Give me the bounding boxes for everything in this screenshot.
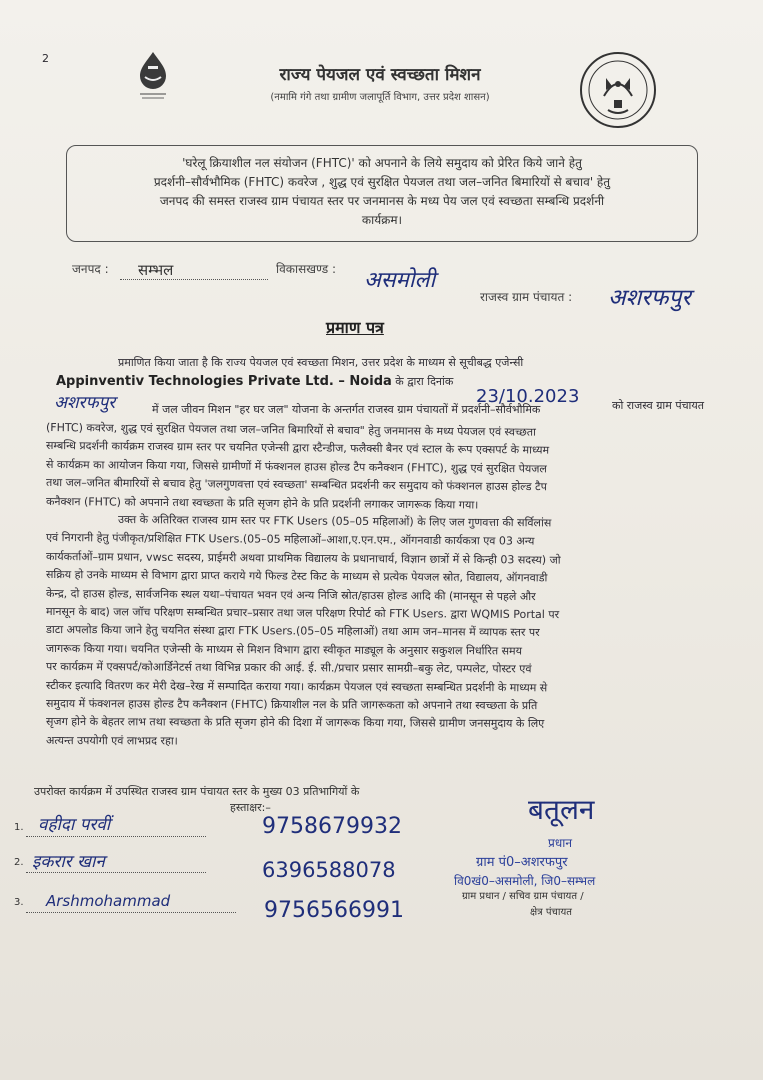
body-line: से कार्यक्रम का आयोजन किया गया, जिससे ग्रामीणों में फंक्शनल हाउस होल्ड टैप कनैक्शन (FHTC), शुद्ध एवं सुरक्षित पेयजल bbox=[45, 457, 547, 476]
body-line: कनैक्शन (FHTC) को अपनाने तथा स्वच्छता के प्रति सृजग होने के प्रति प्रदर्शनी लगाकर जागरूक किया गया। bbox=[45, 494, 479, 512]
body-line: केन्द्र, दो हाउस होल्ड, सार्वजनिक स्थल यथा–पंचायत भवन एवं अन्य निजि स्रोत/हाउस होल्ड आदि की (मानसून से पहले और bbox=[45, 586, 536, 603]
stamp-line: वि0खं0–असमोली, जि0–सम्भल bbox=[454, 874, 596, 888]
body-line: एवं निगरानी हेतु पंजीकृत/प्रशिक्षित FTK Users.(05–05 महिलाओं–आशा,ए.एन.एम., ऑगनवाडी कार्यकत्रा एव 03 अन्य bbox=[45, 531, 535, 549]
participant-number: 2. bbox=[14, 857, 24, 868]
certificate-heading: प्रमाण पत्र bbox=[326, 318, 384, 337]
body-line: को राजस्व ग्राम पंचायत bbox=[612, 399, 705, 412]
body-line: कार्यकर्ताओं–ग्राम प्रधान, vwsc सदस्य, प्राईमरी अथवा प्राथमिक विद्यालय के प्रधानाचार्य, विज्ञान छात्रों में से किन्ही 03 सदस्य) जो bbox=[45, 549, 561, 567]
body-line: अत्यन्त उपयोगी एवं लाभप्रद रहा। bbox=[45, 733, 178, 748]
village-name-handwritten: अशरफपुर bbox=[54, 393, 116, 413]
body-line: में जल जीवन मिशन "हर घर जल" योजना के अन्तर्गत राजस्व ग्राम पंचायतों में प्रदर्शनी–सौर्वभौमिक bbox=[152, 403, 541, 416]
block-label: विकासखण्ड : bbox=[276, 262, 337, 276]
body-line: मानसून के बाद) जल जॉच परिक्षण सम्बन्धित प्रचार–प्रसार तथा जल परिक्षण रिपोर्ट को FTK Users. द्वारा WQMIS Portal पर bbox=[45, 605, 560, 622]
program-line: प्रदर्शनी–सौर्वभौमिक (FHTC) कवरेज , शुद्ध एवं सुरक्षित पेयजल तथा जल–जनित बिमारियों से बचाव' हेतु bbox=[153, 175, 611, 189]
program-line: 'घरेलू क्रियाशील नल संयोजन (FHTC)' को अपनाने के लिये समुदाय को प्रेरित किये जाने हेतु bbox=[182, 156, 582, 170]
agency-name: Appinventiv Technologies Private Ltd. – Noida bbox=[56, 374, 392, 389]
body-line: सृजग होने के बेहतर लाभ तथा स्वच्छता के प्रति सृजग होने की दिशा में जागरूक किया गया, जिससे ग्रामीण जनसमुदाय के लिए bbox=[45, 715, 545, 731]
program-description bbox=[76, 154, 688, 230]
program-line: जनपद की समस्त राजस्व ग्राम पंचायत स्तर पर जनमानस के मध्य पेय जल एवं स्वच्छता सम्बन्धि प्रदर्शनी bbox=[159, 194, 605, 208]
body-line: उक्त के अतिरिक्त राजस्व ग्राम स्तर पर FTK Users (05–05 महिलाओं) के लिए जल गुणवत्ता की सर्विलांस bbox=[117, 513, 552, 530]
up-govt-emblem bbox=[578, 50, 658, 130]
body-line: समुदाय में फंक्शनल हाउस होल्ड टैप कनैक्शन (FHTC) क्रियाशील नल के प्रति जागरूकता को अपनाने तथा स्वच्छता के प्रति bbox=[45, 697, 538, 713]
participant-phone: 6396588078 bbox=[262, 858, 396, 882]
date-label: के द्वारा दिनांक bbox=[395, 375, 454, 388]
signature-line bbox=[26, 912, 236, 913]
body-line: पर कार्यक्रम में एक्सपर्ट/कोआर्डिनेटर्स तथा विभिन्न प्रकार की आई. ई. सी./प्रचार प्रसार सामग्री–बकु लेट, पम्पलेट, पोस्टर एवं bbox=[45, 660, 532, 676]
body-line: सक्रिय हो उनके माध्यम से विभाग द्वारा प्राप्त कराये गये फिल्ड टेस्ट किट के माध्यम से प्रत्येक पेयजल स्रोत, विद्यालय, ऑगनवाडी bbox=[45, 568, 548, 585]
program-line: कार्यक्रम। bbox=[361, 213, 403, 227]
stamp-line: ग्राम पं0–अशरफपुर bbox=[476, 855, 568, 870]
body-line: डाटा अपलोड किया जाने हेतु चयनित संस्था द्वारा FTK Users.(05–05 महिलाओं) तथा आम जन–मानस में व्यापक स्तर पर bbox=[45, 623, 540, 640]
body-line: तथा जल–जनित बीमारियों से बचाव हेतु 'जलगुणवत्ता एवं स्वच्छता' सम्बन्धित प्रदर्शनी कर समुदाय को फंक्शनल हाउस होल्ड टैप bbox=[45, 476, 547, 494]
participant-number: 1. bbox=[14, 822, 24, 833]
panchayat-label: राजस्व ग्राम पंचायत : bbox=[480, 290, 573, 304]
district-label: जनपद : bbox=[72, 262, 109, 276]
signatory-designation: ग्राम प्रधान / सचिव ग्राम पंचायत / bbox=[462, 891, 584, 902]
participant-signature: वहीदा परवीं bbox=[38, 815, 111, 835]
signatory-designation: क्षेत्र पंचायत bbox=[530, 907, 572, 918]
participant-phone: 9758679932 bbox=[262, 814, 402, 839]
body-line-company bbox=[56, 374, 728, 389]
stamp-line: प्रधान bbox=[548, 836, 572, 850]
mission-title: राज्य पेयजल एवं स्वच्छता मिशन bbox=[279, 65, 481, 85]
participant-number: 3. bbox=[14, 897, 24, 908]
program-date: 23/10.2023 bbox=[476, 386, 580, 407]
body-line: सम्बन्धि प्रदर्शनी कार्यक्रम राजस्व ग्राम स्तर पर चयनित एजेन्सी द्वारा स्टैन्डीज, फलैक्सी बैनर एवं स्टाल के रूप एक्सपर्ट के माध्यम bbox=[45, 439, 550, 458]
page-mark: 2 bbox=[42, 52, 49, 65]
participant-signature: Arshmohammad bbox=[46, 892, 171, 910]
department-subtitle: (नमामि गंगे तथा ग्रामीण जलापूर्ति विभाग, उत्तर प्रदेश शासन) bbox=[270, 92, 490, 103]
block-value: असमोली bbox=[364, 268, 436, 293]
district-value: सम्भल bbox=[138, 261, 174, 279]
body-line: (FHTC) कवरेज, शुद्ध एवं सुरक्षित पेयजल तथा जल–जनित बिमारियों से बचाव" हेतु जनमानस के मध्य पेयजल एवं स्वच्छता bbox=[45, 421, 536, 439]
participant-phone: 9756566991 bbox=[264, 898, 404, 923]
har-ghar-jal-logo bbox=[128, 50, 178, 102]
signatures-label: हस्ताक्षर:– bbox=[230, 801, 271, 814]
signature-line bbox=[26, 872, 206, 873]
participant-signature: इकरार खान bbox=[32, 852, 105, 872]
body-line: प्रमाणित किया जाता है कि राज्य पेयजल एवं स्वच्छता मिशन, उत्तर प्रदेश के माध्यम से सूचीबद्ध एजेन्सी bbox=[118, 356, 524, 369]
pradhan-signature: बतूलन bbox=[528, 793, 595, 826]
body-line: स्टीकर इत्यादि वितरण कर मेरी देख–रेख में सम्पादित कराया गया। कार्यक्रम पेयजल एवं स्वच्छता सम्बन्धित प्रदर्शनी के माध्यम से bbox=[45, 678, 548, 694]
body-line: जागरूक किया गया। चयनित एजेन्सी के माध्यम से मिशन विभाग द्वारा स्वीकृत माड्यूल के अनुसार सकुशल निर्धारित समय bbox=[45, 641, 523, 658]
signature-line bbox=[26, 836, 206, 837]
panchayat-value: अशरफपुर bbox=[608, 285, 691, 311]
participants-label: उपरोक्त कार्यक्रम में उपस्थित राजस्व ग्राम पंचायत स्तर के मुख्य 03 प्रतिभागियों के bbox=[34, 785, 360, 798]
